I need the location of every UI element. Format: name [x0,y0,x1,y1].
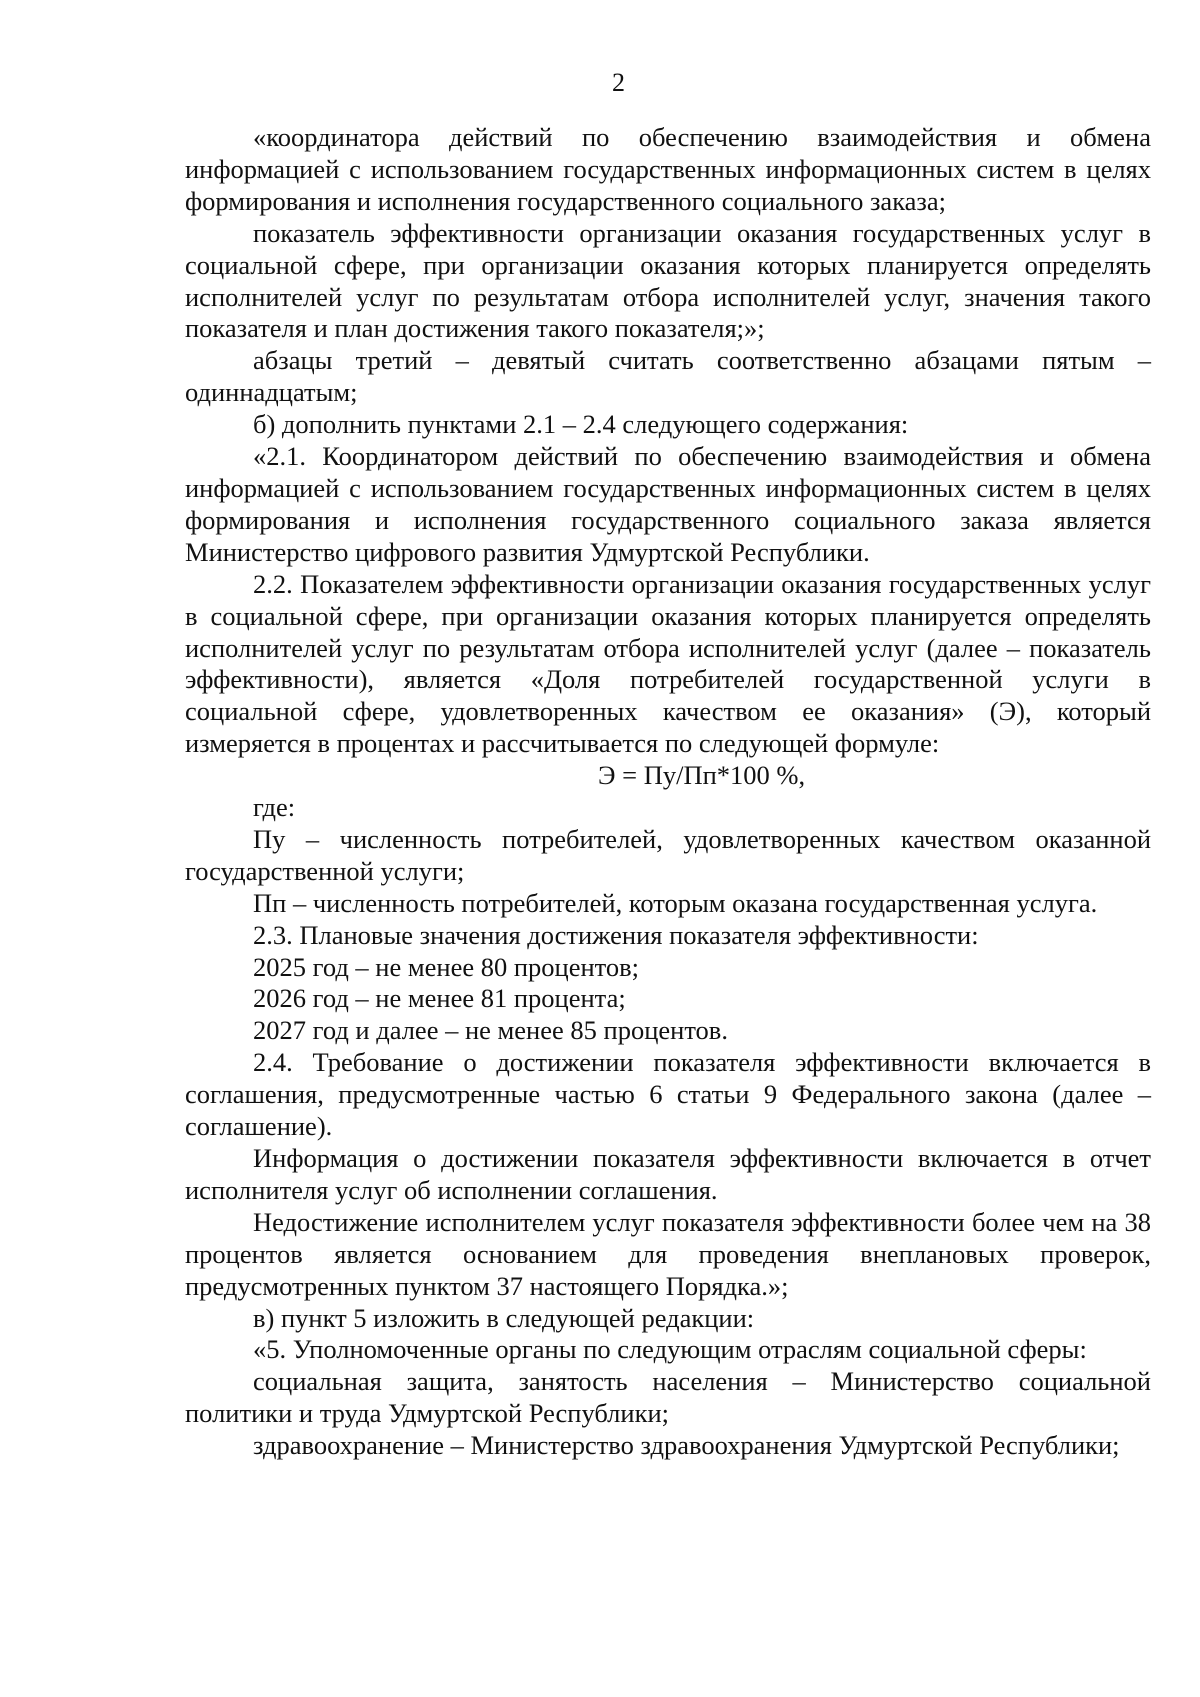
paragraph-renumber-abzacy: абзацы третий – девятый считать соответственно абзацами пятым – одиннадцатым; [185,345,1151,408]
paragraph-2-4: 2.4. Требование о достижении показателя эффективности включается в соглашения, предусмотренные частью 6 статьи 9 Федерального закона (далее – соглашение). [185,1047,1151,1142]
paragraph-social-protection: социальная защита, занятость населения – Министерство социальной политики и труда Удмуртской Республики; [185,1366,1151,1429]
formula: Э = Пу/Пп*100 %, [598,760,806,791]
paragraph-where: где: [253,792,296,823]
paragraph-5-authorized-bodies: «5. Уполномоченные органы по следующим отраслям социальной сферы: [253,1334,1087,1365]
paragraph-report-info: Информация о достижении показателя эффективности включается в отчет исполнителя услуг об исполнении соглашения. [185,1143,1151,1205]
paragraph-2-1: «2.1. Координатором действий по обеспечению взаимодействия и обмена информацией с использованием государственных информационных систем в целях формирования и исполнения государственного социального заказа является Министерство цифрового развития Удмуртской Республики. [185,441,1151,567]
paragraph-efficiency-indicator: показатель эффективности организации оказания государственных услуг в социальной сфере, при организации оказания которых планируется определять исполнителей услуг по результатам отбора исполнителей услуг, значения такого показателя и план достижения такого показателя;»; [185,217,1151,344]
paragraph-py-definition: Пу – численность потребителей, удовлетворенных качеством оказанной государственной услуги; [185,823,1151,886]
paragraph-2-3: 2.3. Плановые значения достижения показателя эффективности: [253,919,979,950]
paragraph-2027: 2027 год и далее – не менее 85 процентов. [253,1015,728,1046]
document-body [185,122,1151,1462]
paragraph-add-points: б) дополнить пунктами 2.1 – 2.4 следующего содержания: [253,409,909,440]
paragraph-non-achievement: Недостижение исполнителем услуг показателя эффективности более чем на 38 процентов является основанием для проведения внеплановых проверок, предусмотренных пунктом 37 настоящего Порядка.»; [185,1206,1151,1301]
page-number: 2 [612,68,625,97]
paragraph-2025: 2025 год – не менее 80 процентов; [253,951,640,982]
paragraph-2-2: 2.2. Показателем эффективности организации оказания государственных услуг в социальной сфере, при организации оказания которых планируется определять исполнителей услуг по результатам отбора исполнителей услуг (далее – показатель эффективности), является «Доля потребителей государственной услуги в социальной сфере, удовлетворенных качеством ее оказания» (Э), который измеряется в процентах и рассчитывается по следующей формуле: [185,568,1151,759]
paragraph-coordinator-quote: «координатора действий по обеспечению взаимодействия и обмена информацией с использованием государственных информационных систем в целях формирования и исполнения государственного социального заказа; [185,122,1151,216]
paragraph-2026: 2026 год – не менее 81 процента; [253,983,626,1014]
paragraph-healthcare: здравоохранение – Министерство здравоохранения Удмуртской Республики; [253,1430,1120,1461]
paragraph-pp-definition: Пп – численность потребителей, которым оказана государственная услуга. [253,887,1098,918]
paragraph-point-5-edit: в) пункт 5 изложить в следующей редакции: [253,1302,755,1333]
